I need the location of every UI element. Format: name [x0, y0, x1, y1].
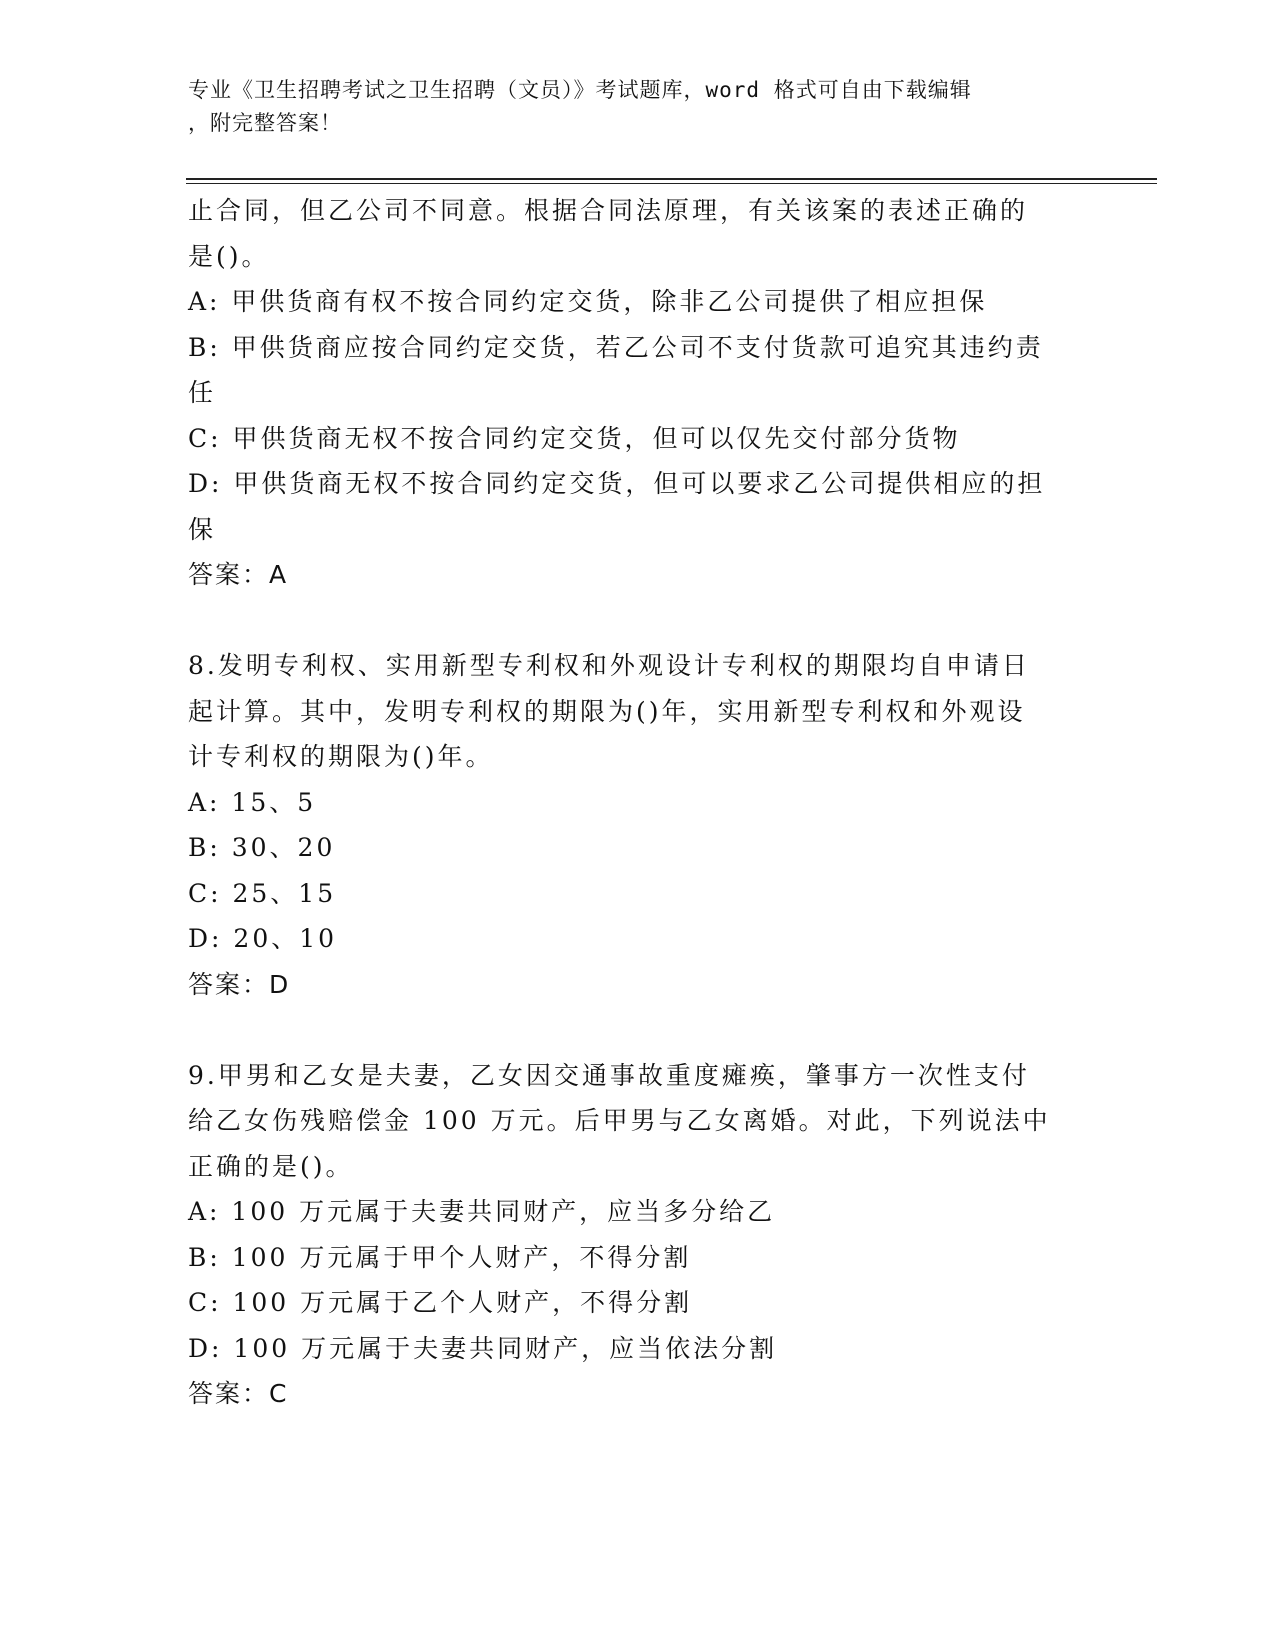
answer-line: 答案：C — [188, 1379, 289, 1408]
question-stem-line: 9.甲男和乙女是夫妻，乙女因交通事故重度瘫痪，肇事方一次性支付 — [188, 1060, 1030, 1090]
answer-line: 答案：D — [188, 969, 291, 999]
option-c: C: 100 万元属于乙个人财产，不得分割 — [188, 1288, 693, 1317]
option-c: C: 甲供货商无权不按合同约定交货，但可以仅先交付部分货物 — [188, 423, 961, 453]
question-stem-line: 8.发明专利权、实用新型专利权和外观设计专利权的期限均自申请日 — [188, 651, 1030, 680]
question-stem-line: 正确的是()。 — [188, 1151, 354, 1181]
document-header — [188, 74, 1088, 140]
option-d-continued: 保 — [188, 514, 217, 544]
question-9 — [188, 1053, 1088, 1417]
option-a: A: 15、5 — [188, 787, 317, 817]
answer-line: 答案：A — [188, 560, 289, 589]
header-rule-thin — [186, 183, 1157, 184]
option-b: B: 100 万元属于甲个人财产，不得分割 — [188, 1242, 692, 1272]
question-stem-line: 止合同，但乙公司不同意。根据合同法原理，有关该案的表述正确的 — [188, 196, 1029, 225]
question-content — [188, 188, 1088, 1417]
header-rule-thick — [186, 178, 1157, 180]
option-b: B: 30、20 — [188, 833, 336, 862]
header-line-2: ，附完整答案！ — [188, 111, 342, 135]
question-stem-line: 起计算。其中，发明专利权的期限为()年，实用新型专利权和外观设 — [188, 696, 1026, 726]
question-stem-line: 是()。 — [188, 241, 270, 271]
spacer — [188, 598, 1088, 644]
option-d: D: 甲供货商无权不按合同约定交货，但可以要求乙公司提供相应的担 — [188, 469, 1046, 498]
option-b-continued: 任 — [188, 378, 217, 407]
question-7 — [188, 188, 1088, 598]
option-a: A: 100 万元属于夫妻共同财产，应当多分给乙 — [188, 1197, 776, 1226]
question-8 — [188, 643, 1088, 1007]
option-a: A: 甲供货商有权不按合同约定交货，除非乙公司提供了相应担保 — [188, 287, 988, 316]
option-d: D: 20、10 — [188, 924, 338, 953]
option-c: C: 25、15 — [188, 878, 337, 908]
option-d: D: 100 万元属于夫妻共同财产，应当依法分割 — [188, 1333, 778, 1363]
option-b: B: 甲供货商应按合同约定交货，若乙公司不支付货款可追究其违约责 — [188, 332, 1044, 362]
spacer — [188, 1007, 1088, 1053]
header-line-1: 专业《卫生招聘考试之卫生招聘（文员）》考试题库，word 格式可自由下载编辑 — [188, 78, 972, 102]
question-stem-line: 计专利权的期限为()年。 — [188, 742, 494, 771]
question-stem-line: 给乙女伤残赔偿金 100 万元。后甲男与乙女离婚。对此，下列说法中 — [188, 1106, 1051, 1135]
